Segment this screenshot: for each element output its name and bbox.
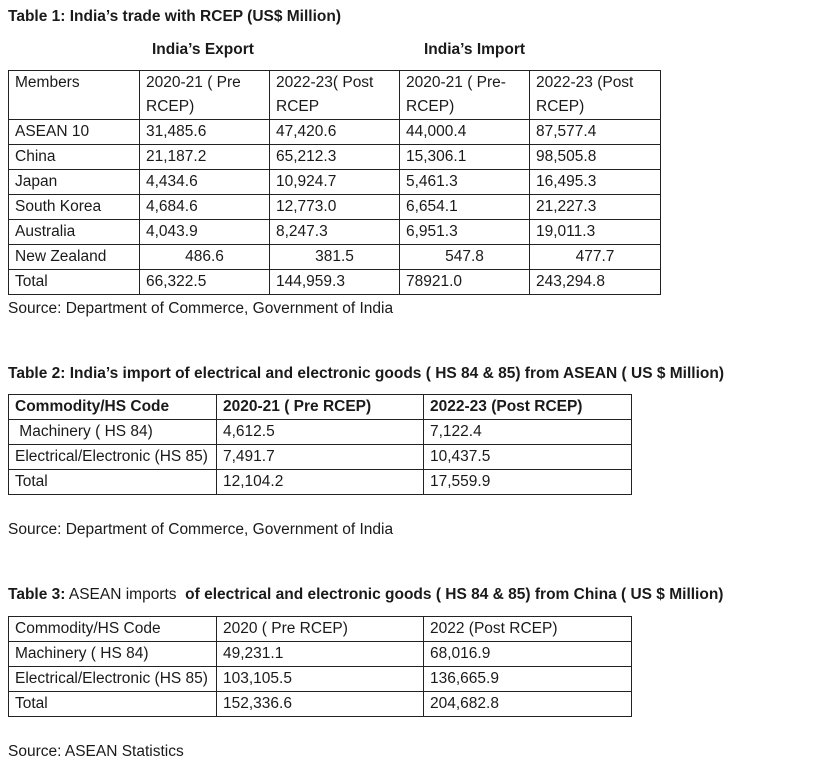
column-header: Members [9, 71, 140, 120]
table-cell: 4,612.5 [217, 420, 424, 445]
table3-caption [8, 586, 723, 604]
table-cell: 381.5 [270, 245, 400, 270]
table-cell: 7,491.7 [217, 445, 424, 470]
table-row [9, 145, 661, 170]
table-cell: 243,294.8 [530, 270, 661, 295]
column-header: 2020-21 ( Pre RCEP) [217, 395, 424, 420]
column-header: 2022-23( Post RCEP [270, 71, 400, 120]
table-cell: Machinery ( HS 84) [9, 420, 217, 445]
table-cell: 12,773.0 [270, 195, 400, 220]
table-cell: 10,437.5 [424, 445, 632, 470]
table3 [8, 616, 632, 717]
table-cell: 15,306.1 [400, 145, 530, 170]
table-row [9, 420, 632, 445]
table3-caption-lead: Table 3: [8, 586, 66, 603]
table-row [9, 667, 632, 692]
table-row [9, 642, 632, 667]
table2-caption-rest: : India’s import of electrical and electronic goods ( HS 84 & 85) from ASEAN ( US $ Million) [60, 365, 725, 382]
table-cell: New Zealand [9, 245, 140, 270]
table3-source: Source: ASEAN Statistics [8, 743, 184, 760]
table3-caption-mid: ASEAN imports [65, 586, 181, 603]
table-cell: Electrical/Electronic (HS 85) [9, 667, 217, 692]
table-row [9, 170, 661, 195]
table1-caption: Table 1: India’s trade with RCEP (US$ Million) [8, 8, 342, 25]
table-cell: 98,505.8 [530, 145, 661, 170]
column-header: 2022-23 (Post RCEP) [424, 395, 632, 420]
table-header-row [9, 617, 632, 642]
table3-caption-rest: of electrical and electronic goods ( HS 84 & 85) from China ( US $ Million) [180, 586, 724, 603]
column-header: Commodity/HS Code [9, 617, 217, 642]
table-row [9, 120, 661, 145]
table-total-row [9, 270, 661, 295]
table-cell: 44,000.4 [400, 120, 530, 145]
table1 [8, 70, 661, 295]
table-row [9, 245, 661, 270]
table-cell: 78921.0 [400, 270, 530, 295]
table-cell: 144,959.3 [270, 270, 400, 295]
table-cell: China [9, 145, 140, 170]
table-cell: 7,122.4 [424, 420, 632, 445]
table-cell: 16,495.3 [530, 170, 661, 195]
table-cell: 4,684.6 [140, 195, 270, 220]
table-row [9, 195, 661, 220]
table-total-row [9, 692, 632, 717]
table-cell: 66,322.5 [140, 270, 270, 295]
column-header: 2022-23 (Post RCEP) [530, 71, 661, 120]
table-cell: Total [9, 270, 140, 295]
table-cell: 47,420.6 [270, 120, 400, 145]
table2-caption-lead: Table 2 [8, 365, 61, 382]
table-cell: ASEAN 10 [9, 120, 140, 145]
table-cell: 31,485.6 [140, 120, 270, 145]
table-cell: Total [9, 692, 217, 717]
table-cell: Australia [9, 220, 140, 245]
table-row [9, 445, 632, 470]
table-cell: 477.7 [530, 245, 661, 270]
table-total-row [9, 470, 632, 495]
table-cell: South Korea [9, 195, 140, 220]
table-cell: 21,187.2 [140, 145, 270, 170]
table2-caption [8, 365, 724, 383]
table-cell: 547.8 [400, 245, 530, 270]
table-cell: 486.6 [140, 245, 270, 270]
table-cell: 65,212.3 [270, 145, 400, 170]
table-cell: 6,951.3 [400, 220, 530, 245]
table-cell: Japan [9, 170, 140, 195]
column-header: 2020 ( Pre RCEP) [217, 617, 424, 642]
table-cell: Electrical/Electronic (HS 85) [9, 445, 217, 470]
column-header: 2022 (Post RCEP) [424, 617, 632, 642]
table1-import-header: India’s Import [424, 41, 526, 58]
table-cell: Total [9, 470, 217, 495]
table-cell: 87,577.4 [530, 120, 661, 145]
column-header: Commodity/HS Code [9, 395, 217, 420]
table-cell: 68,016.9 [424, 642, 632, 667]
table-cell: 4,434.6 [140, 170, 270, 195]
table-cell: 49,231.1 [217, 642, 424, 667]
table-cell: 8,247.3 [270, 220, 400, 245]
table1-source: Source: Department of Commerce, Government of India [8, 300, 394, 317]
table2 [8, 394, 632, 495]
table-cell: 10,924.7 [270, 170, 400, 195]
table-row [9, 220, 661, 245]
table-cell: Machinery ( HS 84) [9, 642, 217, 667]
table-cell: 4,043.9 [140, 220, 270, 245]
table-cell: 136,665.9 [424, 667, 632, 692]
table-cell: 204,682.8 [424, 692, 632, 717]
table-cell: 19,011.3 [530, 220, 661, 245]
table-cell: 12,104.2 [217, 470, 424, 495]
table-cell: 103,105.5 [217, 667, 424, 692]
column-header: 2020-21 ( Pre RCEP) [140, 71, 270, 120]
table2-source: Source: Department of Commerce, Government of India [8, 521, 394, 538]
table1-export-header: India’s Export [152, 41, 254, 58]
table-cell: 21,227.3 [530, 195, 661, 220]
table-cell: 6,654.1 [400, 195, 530, 220]
column-header: 2020-21 ( Pre-RCEP) [400, 71, 530, 120]
table-cell: 17,559.9 [424, 470, 632, 495]
table-cell: 152,336.6 [217, 692, 424, 717]
table-cell: 5,461.3 [400, 170, 530, 195]
table-header-row [9, 71, 661, 120]
table-header-row [9, 395, 632, 420]
